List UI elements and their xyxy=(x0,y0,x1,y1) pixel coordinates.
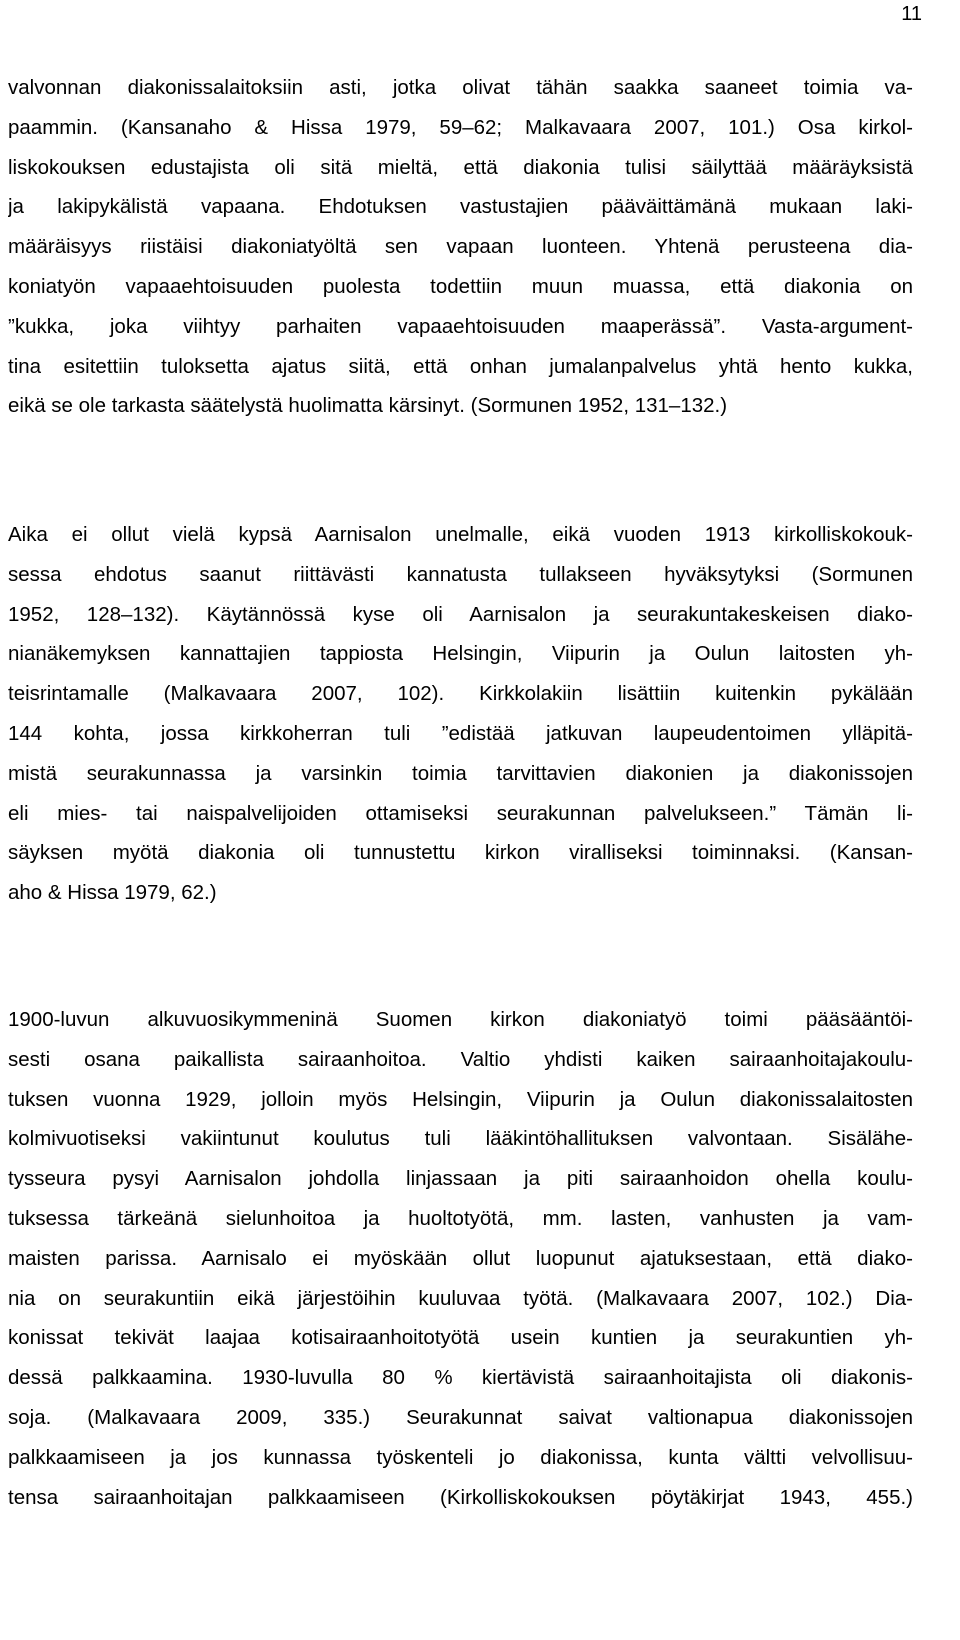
text-line: eli mies- tai naispalvelijoiden ottamiseksi seurakunnan palvelukseen.” Tämän li- xyxy=(8,801,913,825)
text-line: ja lakipykälistä vapaana. Ehdotuksen vastustajien pääväittämänä mukaan laki- xyxy=(8,195,913,219)
text-line: aho & Hissa 1979, 62.) xyxy=(8,881,217,905)
text-line: määräisyys riistäisi diakoniatyöltä sen vapaan luonteen. Yhtenä perusteena dia- xyxy=(8,235,913,259)
text-line: teisrintamalle (Malkavaara 2007, 102). Kirkkolakiin lisättiin kuitenkin pykälään xyxy=(8,682,913,706)
text-line: nianäkemyksen kannattajien tappiosta Helsingin, Viipurin ja Oulun laitosten yh- xyxy=(8,642,913,666)
text-line: paammin. (Kansanaho & Hissa 1979, 59–62; Malkavaara 2007, 101.) Osa kirkol- xyxy=(8,115,913,139)
text-line: 1900-luvun alkuvuosikymmeninä Suomen kirkon diakoniatyö toimi pääsääntöi- xyxy=(8,1008,913,1031)
text-line: valvonnan diakonissalaitoksiin asti, jotka olivat tähän saakka saaneet toimia va- xyxy=(8,76,913,99)
text-line: kolmivuotiseksi vakiintunut koulutus tuli lääkintöhallituksen valvontaan. Sisälähe- xyxy=(8,1127,913,1151)
paragraph-1 xyxy=(8,68,913,426)
text-line: nia on seurakuntiin eikä järjestöihin kuuluvaa työtä. (Malkavaara 2007, 102.) Dia- xyxy=(8,1286,913,1310)
text-line: eikä se ole tarkasta säätelystä huolimatta kärsinyt. (Sormunen 1952, 131–132.) xyxy=(8,394,728,418)
text-line: tysseura pysyi Aarnisalon johdolla linjassaan ja piti sairaanhoidon ohella koulu- xyxy=(8,1167,913,1191)
text-line: 144 kohta, jossa kirkkoherran tuli ”edistää jatkuvan laupeudentoimen ylläpitä- xyxy=(8,721,913,745)
text-line: tuksessa tärkeänä sielunhoitoa ja huoltotyötä, mm. lasten, vanhusten ja vam- xyxy=(8,1206,913,1230)
text-line: Aika ei ollut vielä kypsä Aarnisalon unelmalle, eikä vuoden 1913 kirkolliskokouk- xyxy=(8,523,913,546)
text-line: palkkaamiseen ja jos kunnassa työskenteli jo diakonissa, kunta vältti velvollisuu- xyxy=(8,1445,913,1469)
text-line: ”kukka, joka viihtyy parhaiten vapaaehtoisuuden maaperässä”. Vasta-argument- xyxy=(8,314,913,338)
text-line: konissat tekivät laajaa kotisairaanhoitotyötä usein kuntien ja seurakuntien yh- xyxy=(8,1326,913,1350)
text-line: sesti osana paikallista sairaanhoitoa. Valtio yhdisti kaiken sairaanhoitajakoulu- xyxy=(8,1047,913,1071)
paragraph-3 xyxy=(8,1000,913,1517)
page-number: 11 xyxy=(901,3,922,25)
text-line: säyksen myötä diakonia oli tunnustettu kirkon viralliseksi toiminnaksi. (Kansan- xyxy=(8,841,913,865)
paragraph-2 xyxy=(8,515,913,913)
text-line: soja. (Malkavaara 2009, 335.) Seurakunnat saivat valtionapua diakonissojen xyxy=(8,1405,913,1429)
text-line: liskokouksen edustajista oli sitä mieltä, että diakonia tulisi säilyttää määräyksistä xyxy=(8,155,913,179)
text-line: koniatyön vapaaehtoisuuden puolesta todettiin muun muassa, että diakonia on xyxy=(8,274,913,298)
text-line: sessa ehdotus saanut riittävästi kannatusta tullakseen hyväksytyksi (Sormunen xyxy=(8,562,913,586)
text-line: mistä seurakunnassa ja varsinkin toimia tarvittavien diakonien ja diakonissojen xyxy=(8,761,913,785)
text-line: 1952, 128–132). Käytännössä kyse oli Aarnisalon ja seurakuntakeskeisen diako- xyxy=(8,602,913,626)
text-line: dessä palkkaamina. 1930-luvulla 80 % kiertävistä sairaanhoitajista oli diakonis- xyxy=(8,1366,913,1390)
text-line: tina esitettiin tuloksetta ajatus siitä, että onhan jumalanpalvelus yhtä hento kukka, xyxy=(8,354,913,378)
text-line: maisten parissa. Aarnisalo ei myöskään ollut luopunut ajatuksestaan, että diako- xyxy=(8,1246,913,1270)
text-line: tensa sairaanhoitajan palkkaamiseen (Kirkolliskokouksen pöytäkirjat 1943, 455.) xyxy=(8,1485,913,1509)
text-line: tuksen vuonna 1929, jolloin myös Helsingin, Viipurin ja Oulun diakonissalaitosten xyxy=(8,1087,913,1111)
